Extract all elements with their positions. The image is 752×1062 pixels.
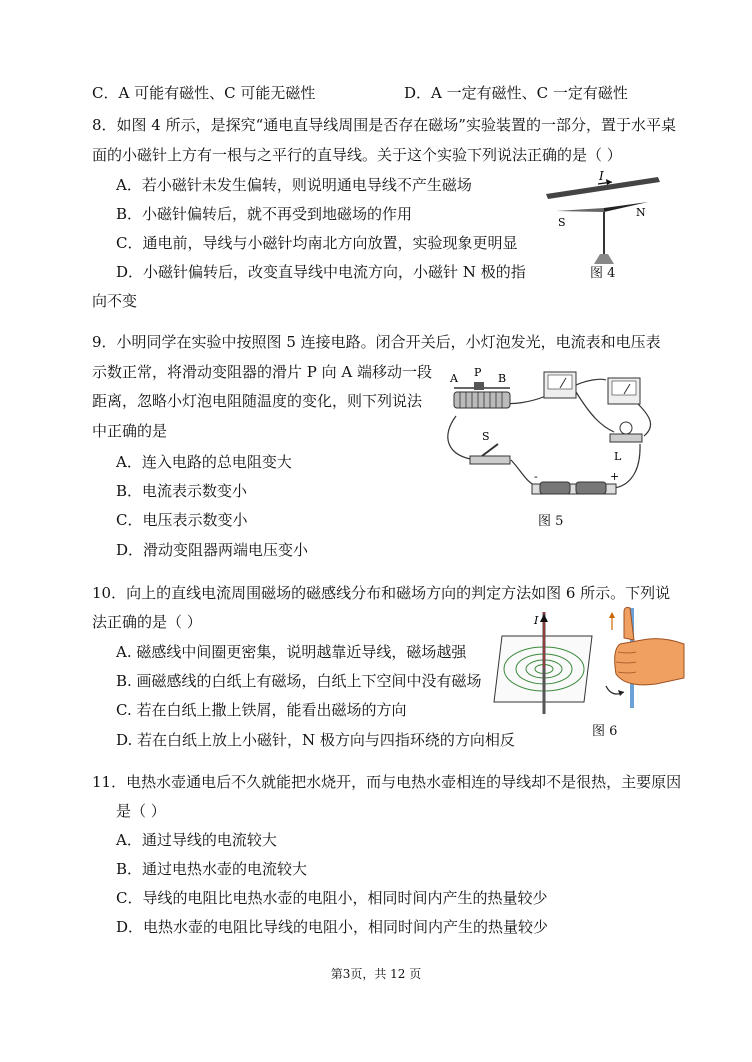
q8-option-b: B．小磁针偏转后，就不再受到地磁场的作用 [116, 205, 413, 223]
switch [470, 456, 510, 464]
q11-option-b: B．通过电热水壶的电流较大 [116, 860, 308, 878]
label-b: B [498, 372, 507, 385]
q9-option-b: B．电流表示数变小 [116, 482, 248, 500]
q7-option-c: C．A 可能有磁性、C 可能无磁性 [92, 84, 316, 102]
q8-stem-line-1: 8．如图 4 所示，是探究“通电直导线周围是否存在磁场”实验装置的一部分，置于水平桌 [92, 116, 676, 134]
q9-stem-line-2: 示数正常，将滑动变阻器的滑片 P 向 A 端移动一段 [92, 363, 432, 381]
compass-stand [594, 254, 614, 264]
figure-4-compass-wire [536, 168, 666, 278]
q8-option-d-line-1: D．小磁针偏转后，改变直导线中电流方向，小磁针 N 极的指 [116, 263, 526, 281]
figure-6-field-lines [490, 608, 600, 716]
page-number: 第3页，共 12 页 [330, 967, 422, 981]
q8-option-c: C．通电前，导线与小磁针均南北方向放置，实验现象更明显 [116, 234, 518, 252]
figure-5-circuit [436, 356, 668, 506]
figure-5-caption: 图 5 [538, 514, 564, 529]
current-arrow [540, 614, 548, 622]
label-s: S [558, 216, 566, 229]
rheostat-slider [474, 382, 484, 390]
label-plus: + [610, 470, 620, 483]
figure-6-right-hand-rule [602, 604, 686, 714]
q10-option-b: B. 画磁感线的白纸上有磁场，白纸上下空间中没有磁场 [116, 672, 482, 690]
q11-option-d: D．电热水壶的电阻比导线的电阻小，相同时间内产生的热量较少 [116, 918, 549, 936]
q11-option-a: A．通过导线的电流较大 [116, 831, 277, 849]
q10-stem-line-2: 法正确的是（ ） [92, 613, 202, 631]
figure-4-caption: 图 4 [590, 266, 616, 281]
q11-stem-line-2: 是（ ） [116, 802, 166, 820]
label-minus: - [534, 470, 538, 483]
q9-stem-line-4: 中正确的是 [92, 422, 168, 440]
q11-stem-line-1: 11．电热水壶通电后不久就能把水烧开，而与电热水壶相连的导线却不是很热，主要原因 [92, 773, 682, 791]
q10-option-c: C. 若在白纸上撒上铁屑，能看出磁场的方向 [116, 701, 407, 719]
figure-6-caption: 图 6 [592, 724, 618, 739]
q9-stem-line-3: 距离，忽略小灯泡电阻随温度的变化，则下列说法 [92, 392, 423, 410]
label-n: N [636, 206, 646, 219]
lamp-base [610, 434, 642, 442]
q8-option-d-line-2: 向不变 [92, 292, 138, 310]
label-a: A [450, 372, 458, 385]
q9-option-c: C．电压表示数变小 [116, 511, 248, 529]
q7-option-d: D．A 一定有磁性、C 一定有磁性 [404, 84, 628, 102]
lamp [620, 422, 632, 434]
hand [615, 639, 684, 685]
q10-option-a: A. 磁感线中间圈更密集，说明越靠近导线，磁场越强 [116, 643, 467, 661]
q9-option-d: D．滑动变阻器两端电压变小 [116, 541, 309, 559]
q10-stem-line-1: 10．向上的直线电流周围磁场的磁感线分布和磁场方向的判定方法如图 6 所示。下列说 [92, 584, 671, 602]
q9-option-a: A．连入电路的总电阻变大 [116, 453, 292, 471]
label-s: S [482, 430, 490, 443]
label-i: I [534, 614, 539, 627]
thumb-direction-arrow [609, 612, 615, 618]
label-i: I [599, 169, 604, 183]
label-l: L [614, 450, 622, 463]
q11-option-c: C．导线的电阻比电热水壶的电阻小，相同时间内产生的热量较少 [116, 889, 548, 907]
q8-stem-line-2: 面的小磁针上方有一根与之平行的直导线。关于这个实验下列说法正确的是（ ） [92, 146, 622, 164]
label-p: P [474, 366, 482, 379]
q10-option-d: D. 若在白纸上放上小磁针，N 极方向与四指环绕的方向相反 [116, 731, 515, 749]
q8-option-a: A．若小磁针未发生偏转，则说明通电导线不产生磁场 [116, 176, 472, 194]
q9-stem-line-1: 9．小明同学在实验中按照图 5 连接电路。闭合开关后，小灯泡发光，电流表和电压表 [92, 333, 661, 351]
needle-s-half [556, 208, 604, 212]
